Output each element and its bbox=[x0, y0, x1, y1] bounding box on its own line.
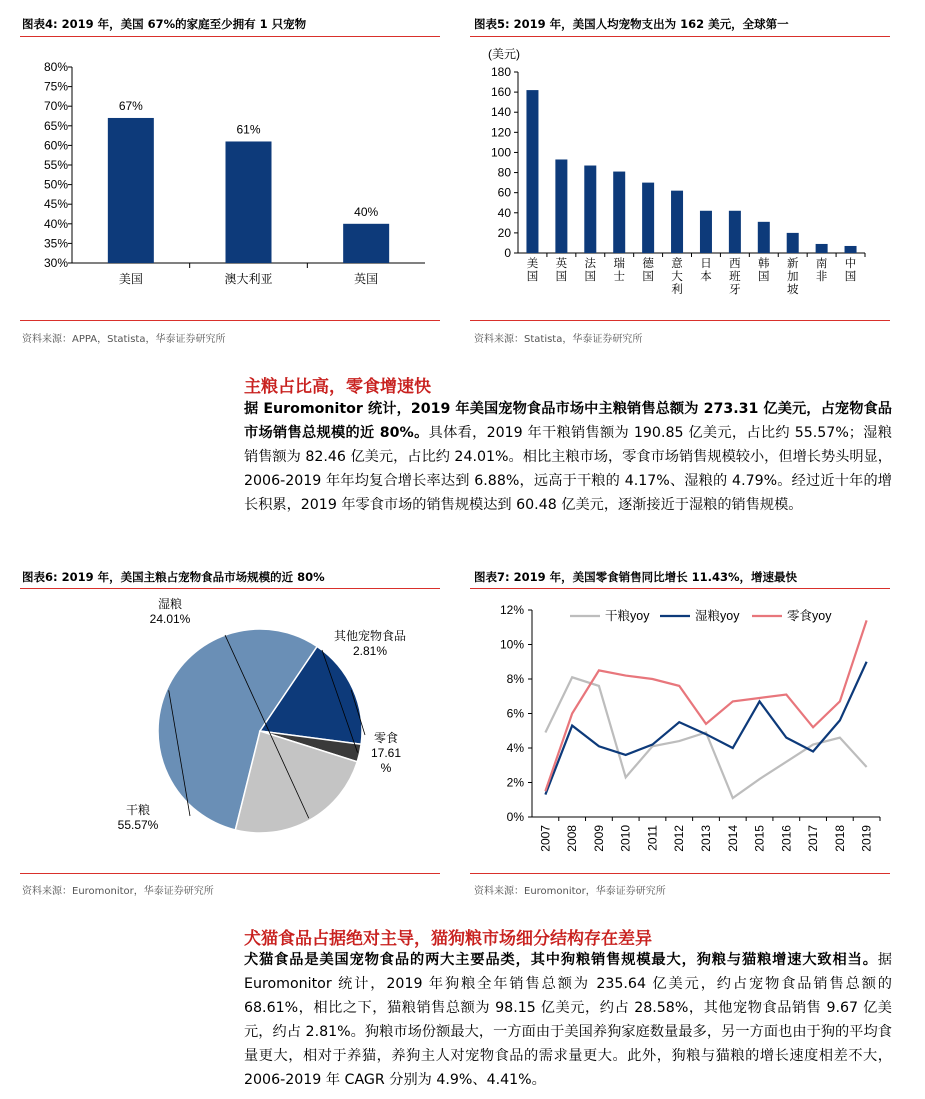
fig7-xtick-label: 2008 bbox=[565, 825, 580, 852]
fig6-slice-value: 24.01% bbox=[149, 612, 191, 626]
fig5-ytick-label: 0 bbox=[504, 246, 511, 260]
fig5-source: 资料来源：Statista，华泰证券研究所 bbox=[474, 334, 643, 345]
fig7-ytick-label: 4% bbox=[506, 741, 524, 755]
fig5-ylabel: (美元) bbox=[488, 47, 520, 61]
fig7-ytick-label: 10% bbox=[499, 637, 524, 652]
fig5-bar bbox=[758, 222, 770, 253]
fig4-category-label: 英国 bbox=[354, 272, 379, 286]
fig7-xtick-label: 2014 bbox=[725, 825, 740, 852]
section1-paragraph bbox=[244, 397, 892, 517]
fig6-slice-value: 17.61 bbox=[370, 746, 402, 760]
fig5-bar bbox=[845, 246, 857, 253]
fig4-ytick-label: 75% bbox=[43, 79, 68, 94]
fig4-bar bbox=[226, 141, 272, 263]
fig7-xtick-label: 2011 bbox=[645, 825, 660, 851]
fig7-ytick-label: 0% bbox=[506, 810, 524, 824]
fig7-legend-label: 零食yoy bbox=[787, 609, 832, 623]
fig4-ytick-label: 30% bbox=[43, 256, 68, 270]
fig7-top-rule bbox=[470, 588, 890, 589]
fig7-series-line bbox=[545, 677, 866, 798]
fig6-bottom-rule bbox=[20, 873, 440, 874]
section2-para-rest: 据 Euromonitor 统计，2019 年狗粮全年销售总额为 235.64 亿美元，约占宠物食品销售总额的 68.61%，相比之下，猫粮销售总额为 98.15 亿美元，约占 28.58%，其他宠物食品销售 9.67 亿美元，约占 2.81%。狗粮市场份额最大，一方面由于美国养狗家庭数量最多，另一方面也由于狗的平均食量更大，相对于养猫，养狗主人对宠物食品的需求量更大。此外，狗粮与猫粮的增长速度相差不大，2006-2019 年 CAGR 分别为 4.9%、4.41%。 bbox=[244, 952, 892, 1088]
section2-para-bold: 犬猫食品是美国宠物食品的两大主要品类，其中狗粮销售规模最大，狗粮与猫粮增速大致相当。 bbox=[244, 952, 878, 968]
fig6-source: 资料来源：Euromonitor，华泰证券研究所 bbox=[22, 886, 214, 897]
section2-paragraph bbox=[244, 948, 892, 1092]
fig5-category-label: 德国 bbox=[642, 258, 654, 283]
fig7-series-line bbox=[545, 620, 866, 791]
fig5-category-label: 新加坡 bbox=[786, 258, 799, 296]
fig5-category-label: 意大利 bbox=[671, 258, 683, 296]
fig7-xtick-label: 2013 bbox=[699, 825, 713, 852]
fig4-chart bbox=[20, 40, 440, 310]
section1-para-bold: 据 Euromonitor 统计，2019 年美国宠物食品市场中主粮销售总额为 273.31 亿美元，占宠物食品市场销售总规模的近 80%。 bbox=[244, 401, 892, 441]
fig7-legend-label: 干粮yoy bbox=[605, 609, 650, 623]
fig5-bar bbox=[729, 211, 741, 253]
fig7-ytick-label: 2% bbox=[506, 775, 524, 790]
fig4-data-label: 40% bbox=[354, 204, 379, 219]
fig6-slice-name: 湿粮 bbox=[157, 597, 183, 611]
fig7-xtick-label: 2010 bbox=[618, 825, 633, 852]
fig4-top-rule bbox=[20, 36, 440, 37]
fig5-category-label: 西班牙 bbox=[729, 258, 741, 296]
fig7-xtick-label: 2019 bbox=[859, 825, 874, 852]
fig5-bar bbox=[816, 244, 828, 253]
fig7-bottom-rule bbox=[470, 873, 890, 874]
fig4-ytick-label: 40% bbox=[43, 216, 68, 231]
fig4-bar bbox=[108, 118, 154, 263]
fig7-title: 图表7: 2019 年，美国零食销售同比增长 11.43%，增速最快 bbox=[474, 570, 798, 584]
fig5-category-label: 瑞士 bbox=[613, 258, 625, 283]
fig4-ytick-label: 55% bbox=[43, 158, 68, 172]
fig5-ytick-label: 100 bbox=[490, 145, 511, 160]
fig6-title: 图表6: 2019 年，美国主粮占宠物食品市场规模的近 80% bbox=[22, 570, 325, 584]
fig7-legend-label: 湿粮yoy bbox=[695, 609, 740, 623]
fig5-ytick-label: 180 bbox=[490, 65, 511, 79]
fig5-category-label: 法国 bbox=[584, 258, 597, 283]
fig7-series-line bbox=[545, 662, 866, 795]
section2-title: 犬猫食品占据绝对主导，猫狗粮市场细分结构存在差异 bbox=[244, 929, 652, 949]
fig5-bar bbox=[613, 172, 625, 253]
fig5-bottom-rule bbox=[470, 320, 890, 321]
fig6-slice-name: 干粮 bbox=[125, 803, 151, 817]
fig4-ytick-label: 65% bbox=[43, 118, 68, 133]
fig4-ytick-label: 45% bbox=[43, 197, 68, 212]
fig5-ytick-label: 60 bbox=[497, 185, 511, 200]
fig7-xtick-label: 2007 bbox=[538, 825, 553, 852]
fig4-title: 图表4: 2019 年，美国 67%的家庭至少拥有 1 只宠物 bbox=[22, 17, 307, 31]
fig4-ytick-label: 80% bbox=[43, 60, 68, 74]
fig6-slice-name: 其他宠物食品 bbox=[333, 629, 407, 643]
fig5-ytick-label: 20 bbox=[497, 225, 511, 240]
fig5-category-label: 日本 bbox=[700, 258, 712, 283]
fig5-ytick-label: 40 bbox=[497, 205, 511, 220]
fig6-slice-name: 零食 bbox=[373, 731, 399, 745]
fig4-category-label: 澳大利亚 bbox=[224, 272, 273, 286]
fig5-ytick-label: 140 bbox=[490, 105, 511, 120]
fig4-bottom-rule bbox=[20, 320, 440, 321]
fig5-category-label: 美国 bbox=[526, 258, 539, 283]
fig4-data-label: 67% bbox=[118, 98, 143, 113]
fig5-chart bbox=[470, 40, 890, 315]
fig6-slice-value: 55.57% bbox=[117, 818, 159, 832]
fig4-ytick-label: 35% bbox=[43, 236, 68, 251]
fig5-bar bbox=[526, 90, 538, 253]
fig5-bar bbox=[642, 183, 654, 253]
fig5-title: 图表5: 2019 年，美国人均宠物支出为 162 美元，全球第一 bbox=[474, 17, 789, 31]
fig6-slice-value: % bbox=[380, 761, 392, 775]
fig5-bar bbox=[700, 211, 712, 253]
fig6-chart bbox=[20, 590, 440, 870]
fig4-data-label: 61% bbox=[236, 122, 261, 137]
fig7-source: 资料来源：Euromonitor，华泰证券研究所 bbox=[474, 886, 666, 897]
fig7-xtick-label: 2018 bbox=[832, 825, 847, 852]
fig7-xtick-label: 2012 bbox=[672, 825, 687, 852]
fig5-category-label: 韩国 bbox=[758, 258, 770, 283]
fig7-xtick-label: 2017 bbox=[806, 825, 821, 852]
fig5-category-label: 南非 bbox=[815, 258, 828, 283]
fig5-ytick-label: 80 bbox=[497, 165, 511, 180]
fig6-slice-value: 2.81% bbox=[352, 644, 388, 658]
fig5-bar bbox=[671, 191, 683, 253]
fig5-bar bbox=[787, 233, 799, 253]
fig4-ytick-label: 50% bbox=[43, 177, 68, 192]
section1-para-rest: 具体看，2019 年干粮销售额为 190.85 亿美元，占比约 55.57%；湿粮销售额为 82.46 亿美元，占比约 24.01%。相比主粮市场，零食市场销售规模较小，但增长势头明显，2006-2019 年年均复合增长率达到 6.88%，远高于干粮的 4.17%、湿粮的 4.79%。经过近十年的增长积累，2019 年零食市场的销售规模达到 60.48 亿美元，逐渐接近于湿粮的销售规模。 bbox=[244, 425, 892, 513]
fig4-ytick-label: 60% bbox=[43, 138, 68, 153]
fig7-xtick-label: 2015 bbox=[752, 825, 767, 852]
fig5-bar bbox=[555, 159, 567, 253]
fig4-bar bbox=[343, 224, 389, 263]
fig4-category-label: 美国 bbox=[118, 272, 143, 286]
fig7-ytick-label: 8% bbox=[506, 672, 524, 686]
fig4-source: 资料来源：APPA，Statista，华泰证券研究所 bbox=[22, 334, 226, 345]
fig5-category-label: 中国 bbox=[844, 258, 857, 283]
fig7-xtick-label: 2016 bbox=[779, 825, 794, 852]
fig7-chart bbox=[470, 590, 890, 870]
fig7-xtick-label: 2009 bbox=[591, 825, 606, 852]
fig5-bar bbox=[584, 166, 596, 253]
section1-title: 主粮占比高，零食增速快 bbox=[244, 377, 431, 397]
fig7-ytick-label: 6% bbox=[506, 706, 524, 721]
fig5-ytick-label: 160 bbox=[490, 85, 511, 100]
fig4-ytick-label: 70% bbox=[43, 99, 68, 114]
fig7-ytick-label: 12% bbox=[499, 603, 524, 617]
fig5-top-rule bbox=[470, 36, 890, 37]
fig5-category-label: 英国 bbox=[555, 258, 568, 283]
fig5-ytick-label: 120 bbox=[490, 125, 511, 140]
fig6-top-rule bbox=[20, 588, 440, 589]
